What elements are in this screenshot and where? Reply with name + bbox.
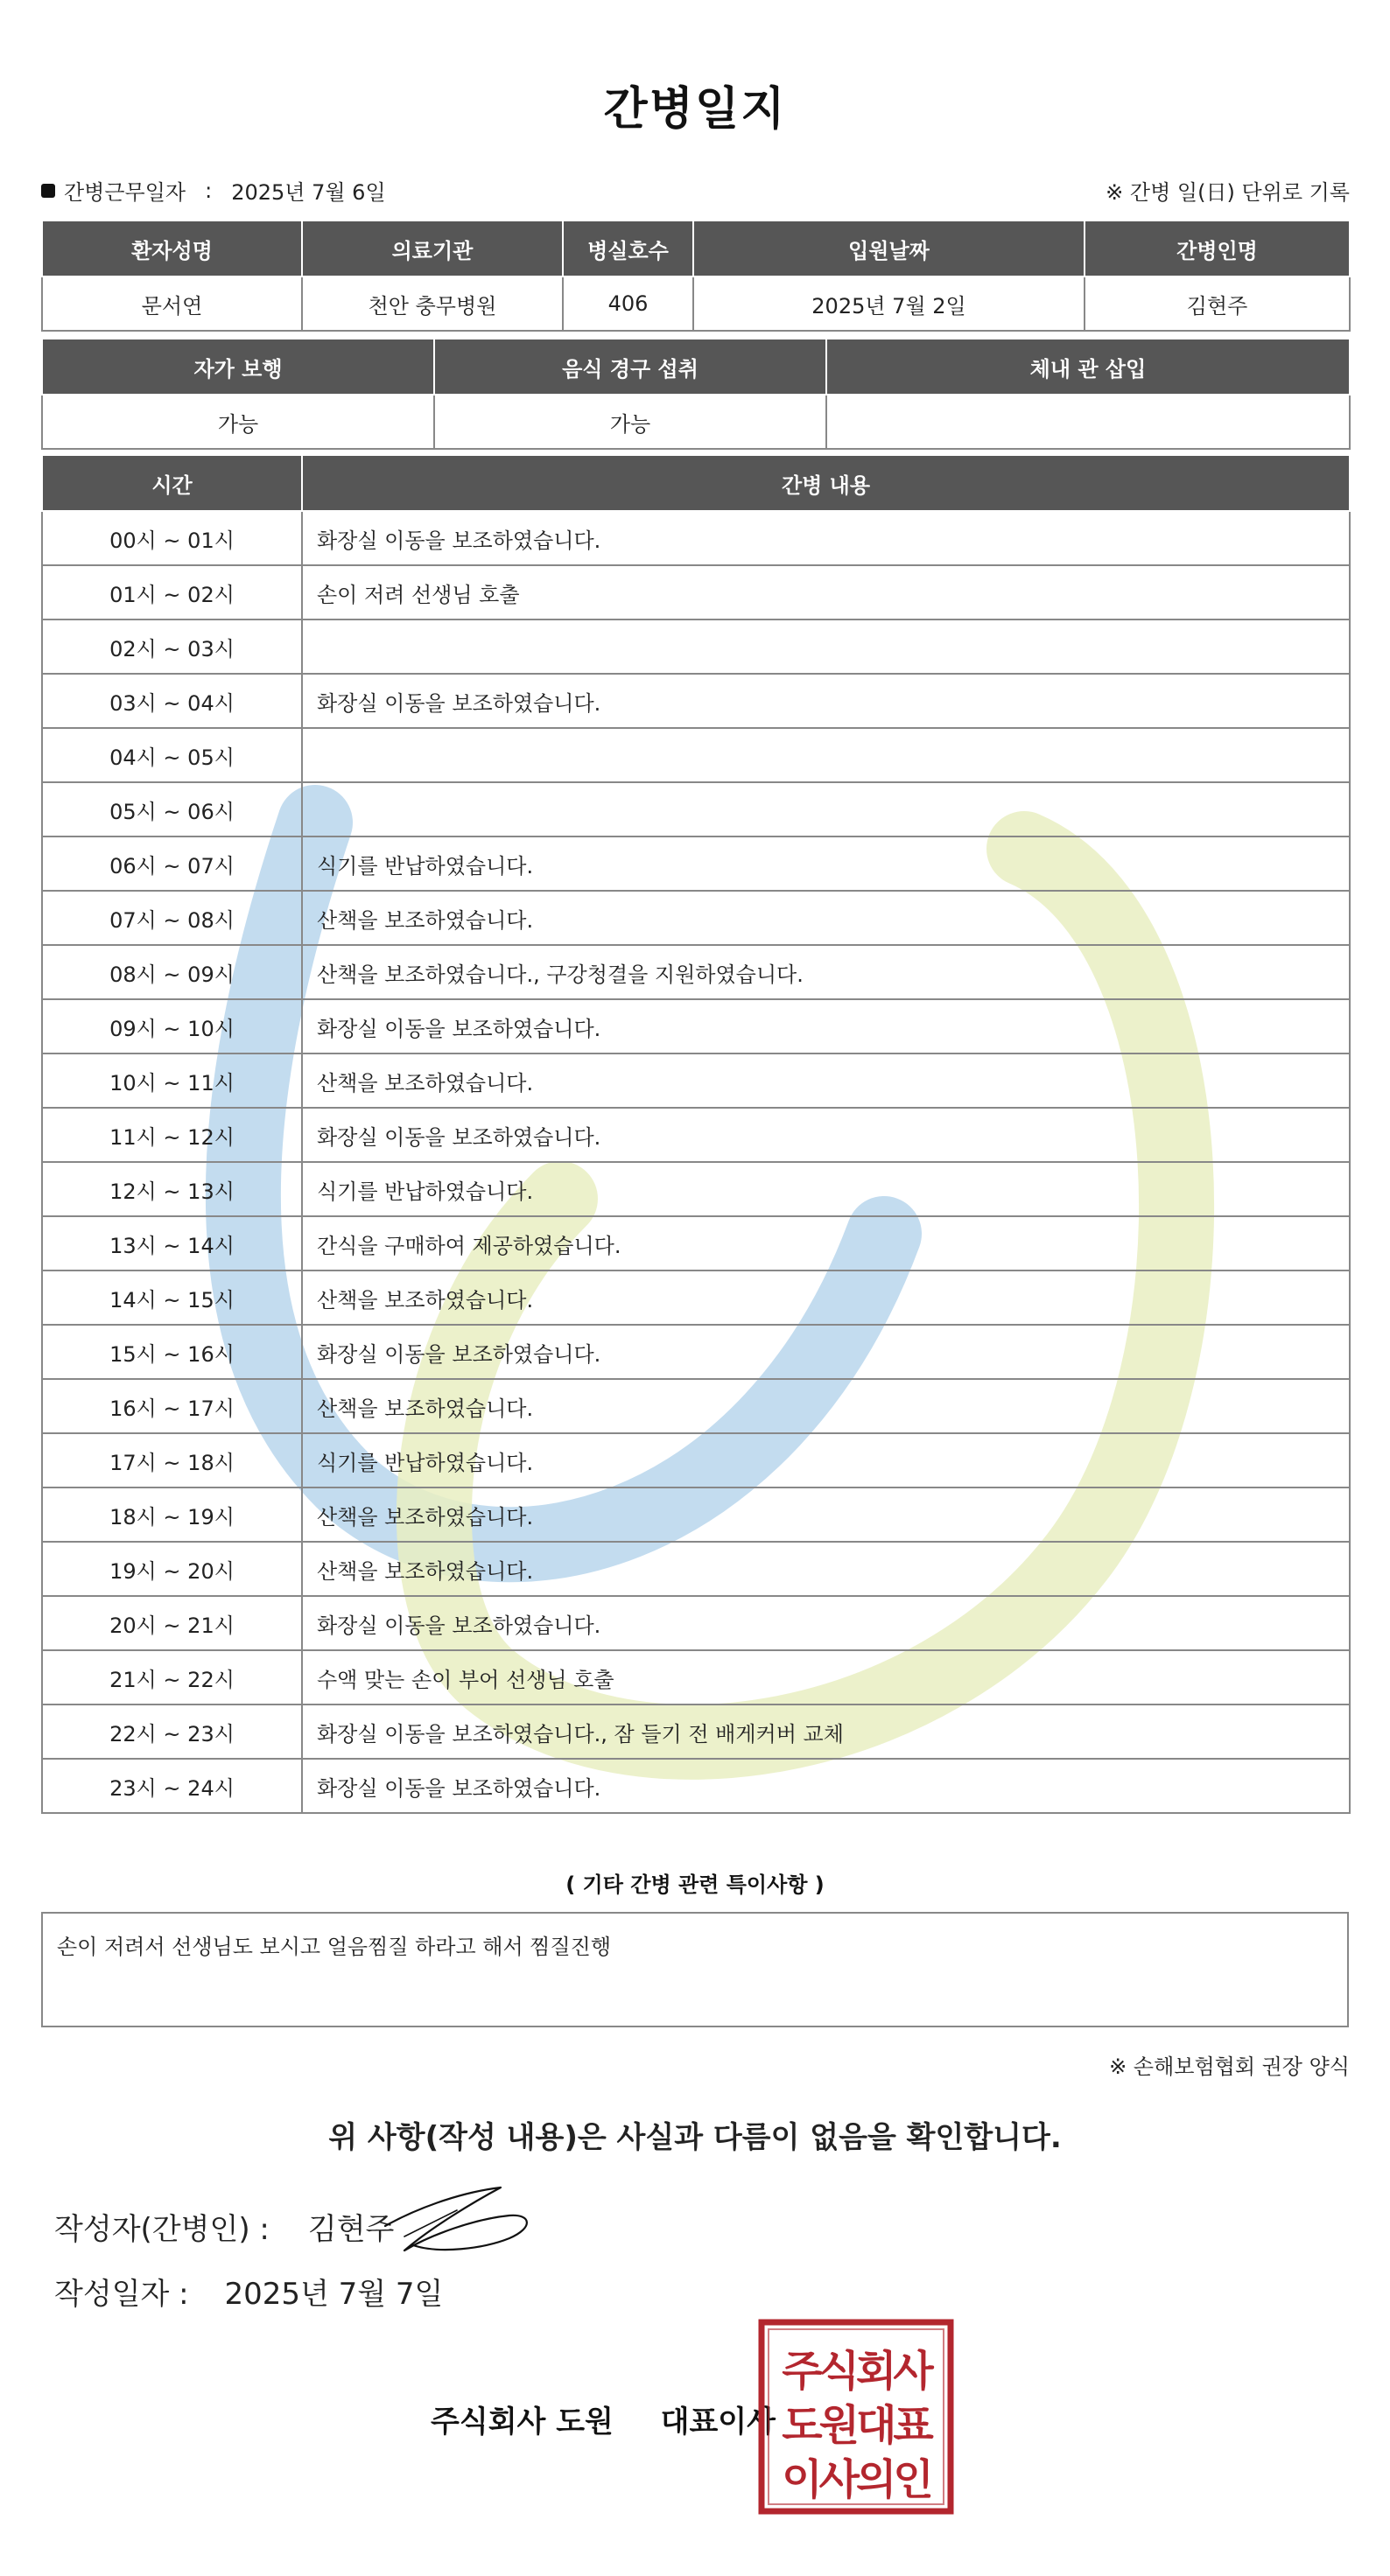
time-cell: 20시 ~ 21시 [42,1596,302,1650]
time-cell: 09시 ~ 10시 [42,999,302,1054]
table-row [42,511,1350,565]
time-cell: 05시 ~ 06시 [42,782,302,836]
table-row [42,1433,1350,1488]
header-tube-insertion: 체내 관 삽입 [826,339,1350,395]
time-cell: 04시 ~ 05시 [42,728,302,782]
content-cell: 화장실 이동을 보조하였습니다. [302,1759,1350,1813]
table-row [42,1054,1350,1108]
time-cell: 21시 ~ 22시 [42,1650,302,1704]
table-row [42,836,1350,891]
time-cell: 15시 ~ 16시 [42,1325,302,1379]
confirmation-statement: 위 사항(작성 내용)은 사실과 다름이 없음을 확인합니다. [328,2120,1062,2155]
content-cell: 산책을 보조하였습니다. [302,1054,1350,1108]
time-cell: 17시 ~ 18시 [42,1433,302,1488]
table-row [42,1379,1350,1433]
table-row [42,782,1350,836]
condition-value-row [42,395,1350,449]
table-row [42,1542,1350,1596]
table-row [42,1325,1350,1379]
header-self-walking: 자가 보행 [42,339,434,395]
header-caregiver-name: 간병인명 [1085,220,1350,276]
written-date-line [54,2270,443,2313]
time-cell: 23시 ~ 24시 [42,1759,302,1813]
content-cell: 수액 맞는 손이 부어 선생님 호출 [302,1650,1350,1704]
table-row [42,1488,1350,1542]
table-row [42,1108,1350,1162]
author-name: 김현주 [307,2212,395,2247]
header-room-number: 병실호수 [563,220,693,276]
table-row [42,1704,1350,1759]
header-hospital: 의료기관 [302,220,563,276]
header-oral-intake: 음식 경구 섭취 [434,339,826,395]
content-cell: 화장실 이동을 보조하였습니다. [302,674,1350,728]
time-cell: 02시 ~ 03시 [42,620,302,674]
condition-table [41,338,1351,450]
time-cell: 03시 ~ 04시 [42,674,302,728]
signature-image [378,2184,536,2263]
time-cell: 06시 ~ 07시 [42,836,302,891]
time-cell: 07시 ~ 08시 [42,891,302,945]
time-cell: 08시 ~ 09시 [42,945,302,999]
content-cell: 산책을 보조하였습니다. [302,1270,1350,1325]
patient-info-header-row [42,220,1350,276]
content-cell [302,620,1350,674]
svg-text:주식회사: 주식회사 [782,2347,930,2396]
written-date-value: 2025년 7월 7일 [224,2277,444,2312]
table-row [42,1650,1350,1704]
table-row [42,674,1350,728]
content-cell: 산책을 보조하였습니다. [302,1542,1350,1596]
patient-info-table [41,220,1351,332]
unit-note: ※ 간병 일(日) 단위로 기록 [1106,180,1350,205]
content-cell [302,782,1350,836]
condition-header-row [42,339,1350,395]
work-date-label: 간병근무일자 [64,180,186,205]
time-cell: 16시 ~ 17시 [42,1379,302,1433]
patient-info-value-row [42,276,1350,331]
table-row [42,1270,1350,1325]
table-row [42,1216,1350,1270]
header-patient-name: 환자성명 [42,220,302,276]
tube-insertion-value [826,395,1350,449]
care-log-header-row [42,455,1350,511]
content-cell: 화장실 이동을 보조하였습니다. [302,511,1350,565]
room-number: 406 [563,276,693,331]
content-cell: 화장실 이동을 보조하였습니다. [302,1108,1350,1162]
table-row [42,565,1350,620]
time-cell: 14시 ~ 15시 [42,1270,302,1325]
time-cell: 00시 ~ 01시 [42,511,302,565]
company-signoff [431,2398,776,2440]
content-cell: 화장실 이동을 보조하였습니다. [302,1325,1350,1379]
admission-date: 2025년 7월 2일 [693,276,1085,331]
time-cell: 22시 ~ 23시 [42,1704,302,1759]
content-cell: 산책을 보조하였습니다., 구강청결을 지원하였습니다. [302,945,1350,999]
content-cell: 식기를 반납하였습니다. [302,1162,1350,1216]
time-cell: 10시 ~ 11시 [42,1054,302,1108]
content-cell: 식기를 반납하였습니다. [302,1433,1350,1488]
table-row [42,999,1350,1054]
work-date-value: 2025년 7월 6일 [231,180,386,205]
ceo-title: 대표이사 [660,2404,776,2440]
company-seal-stamp [758,2319,954,2515]
svg-text:도원대표: 도원대표 [782,2401,930,2450]
oral-intake-value: 가능 [434,395,826,449]
content-cell: 손이 저려 선생님 호출 [302,565,1350,620]
table-row [42,945,1350,999]
content-cell: 산책을 보조하였습니다. [302,1488,1350,1542]
header-admission-date: 입원날짜 [693,220,1085,276]
content-cell: 화장실 이동을 보조하였습니다. [302,1596,1350,1650]
company-name: 주식회사 도원 [431,2404,614,2440]
table-row [42,1596,1350,1650]
time-cell: 19시 ~ 20시 [42,1542,302,1596]
remarks-box: 손이 저려서 선생님도 보시고 얼음찜질 하라고 해서 찜질진행 [41,1912,1349,2027]
author-line [54,2205,394,2248]
time-cell: 18시 ~ 19시 [42,1488,302,1542]
content-cell: 간식을 구매하여 제공하였습니다. [302,1216,1350,1270]
table-row [42,728,1350,782]
content-cell: 산책을 보조하였습니다. [302,1379,1350,1433]
content-cell: 산책을 보조하였습니다. [302,891,1350,945]
written-date-label: 작성일자 : [54,2277,189,2312]
content-cell: 화장실 이동을 보조하였습니다., 잠 들기 전 배게커버 교체 [302,1704,1350,1759]
remarks-title: ( 기타 간병 관련 특이사항 ) [565,1872,825,1897]
content-cell: 식기를 반납하였습니다. [302,836,1350,891]
content-cell: 화장실 이동을 보조하였습니다. [302,999,1350,1054]
table-row [42,891,1350,945]
author-label: 작성자(간병인) : [54,2212,270,2247]
self-walking-value: 가능 [42,395,434,449]
table-row [42,1162,1350,1216]
time-cell: 13시 ~ 14시 [42,1216,302,1270]
patient-name: 문서연 [42,276,302,331]
time-cell: 12시 ~ 13시 [42,1162,302,1216]
table-row [42,1759,1350,1813]
time-cell: 01시 ~ 02시 [42,565,302,620]
document-title: 간병일지 [603,83,787,136]
work-date-separator: : [205,178,213,203]
header-time: 시간 [42,455,302,511]
association-note: ※ 손해보험협회 권장 양식 [1109,2054,1350,2079]
bullet-square-icon [41,184,55,198]
content-cell [302,728,1350,782]
header-care-content: 간병 내용 [302,455,1350,511]
table-row [42,620,1350,674]
time-cell: 11시 ~ 12시 [42,1108,302,1162]
hospital-name: 천안 충무병원 [302,276,563,331]
care-log-table [41,454,1351,1814]
work-date-line [41,175,386,206]
svg-text:이사의인: 이사의인 [782,2455,930,2504]
caregiver-name: 김현주 [1085,276,1350,331]
